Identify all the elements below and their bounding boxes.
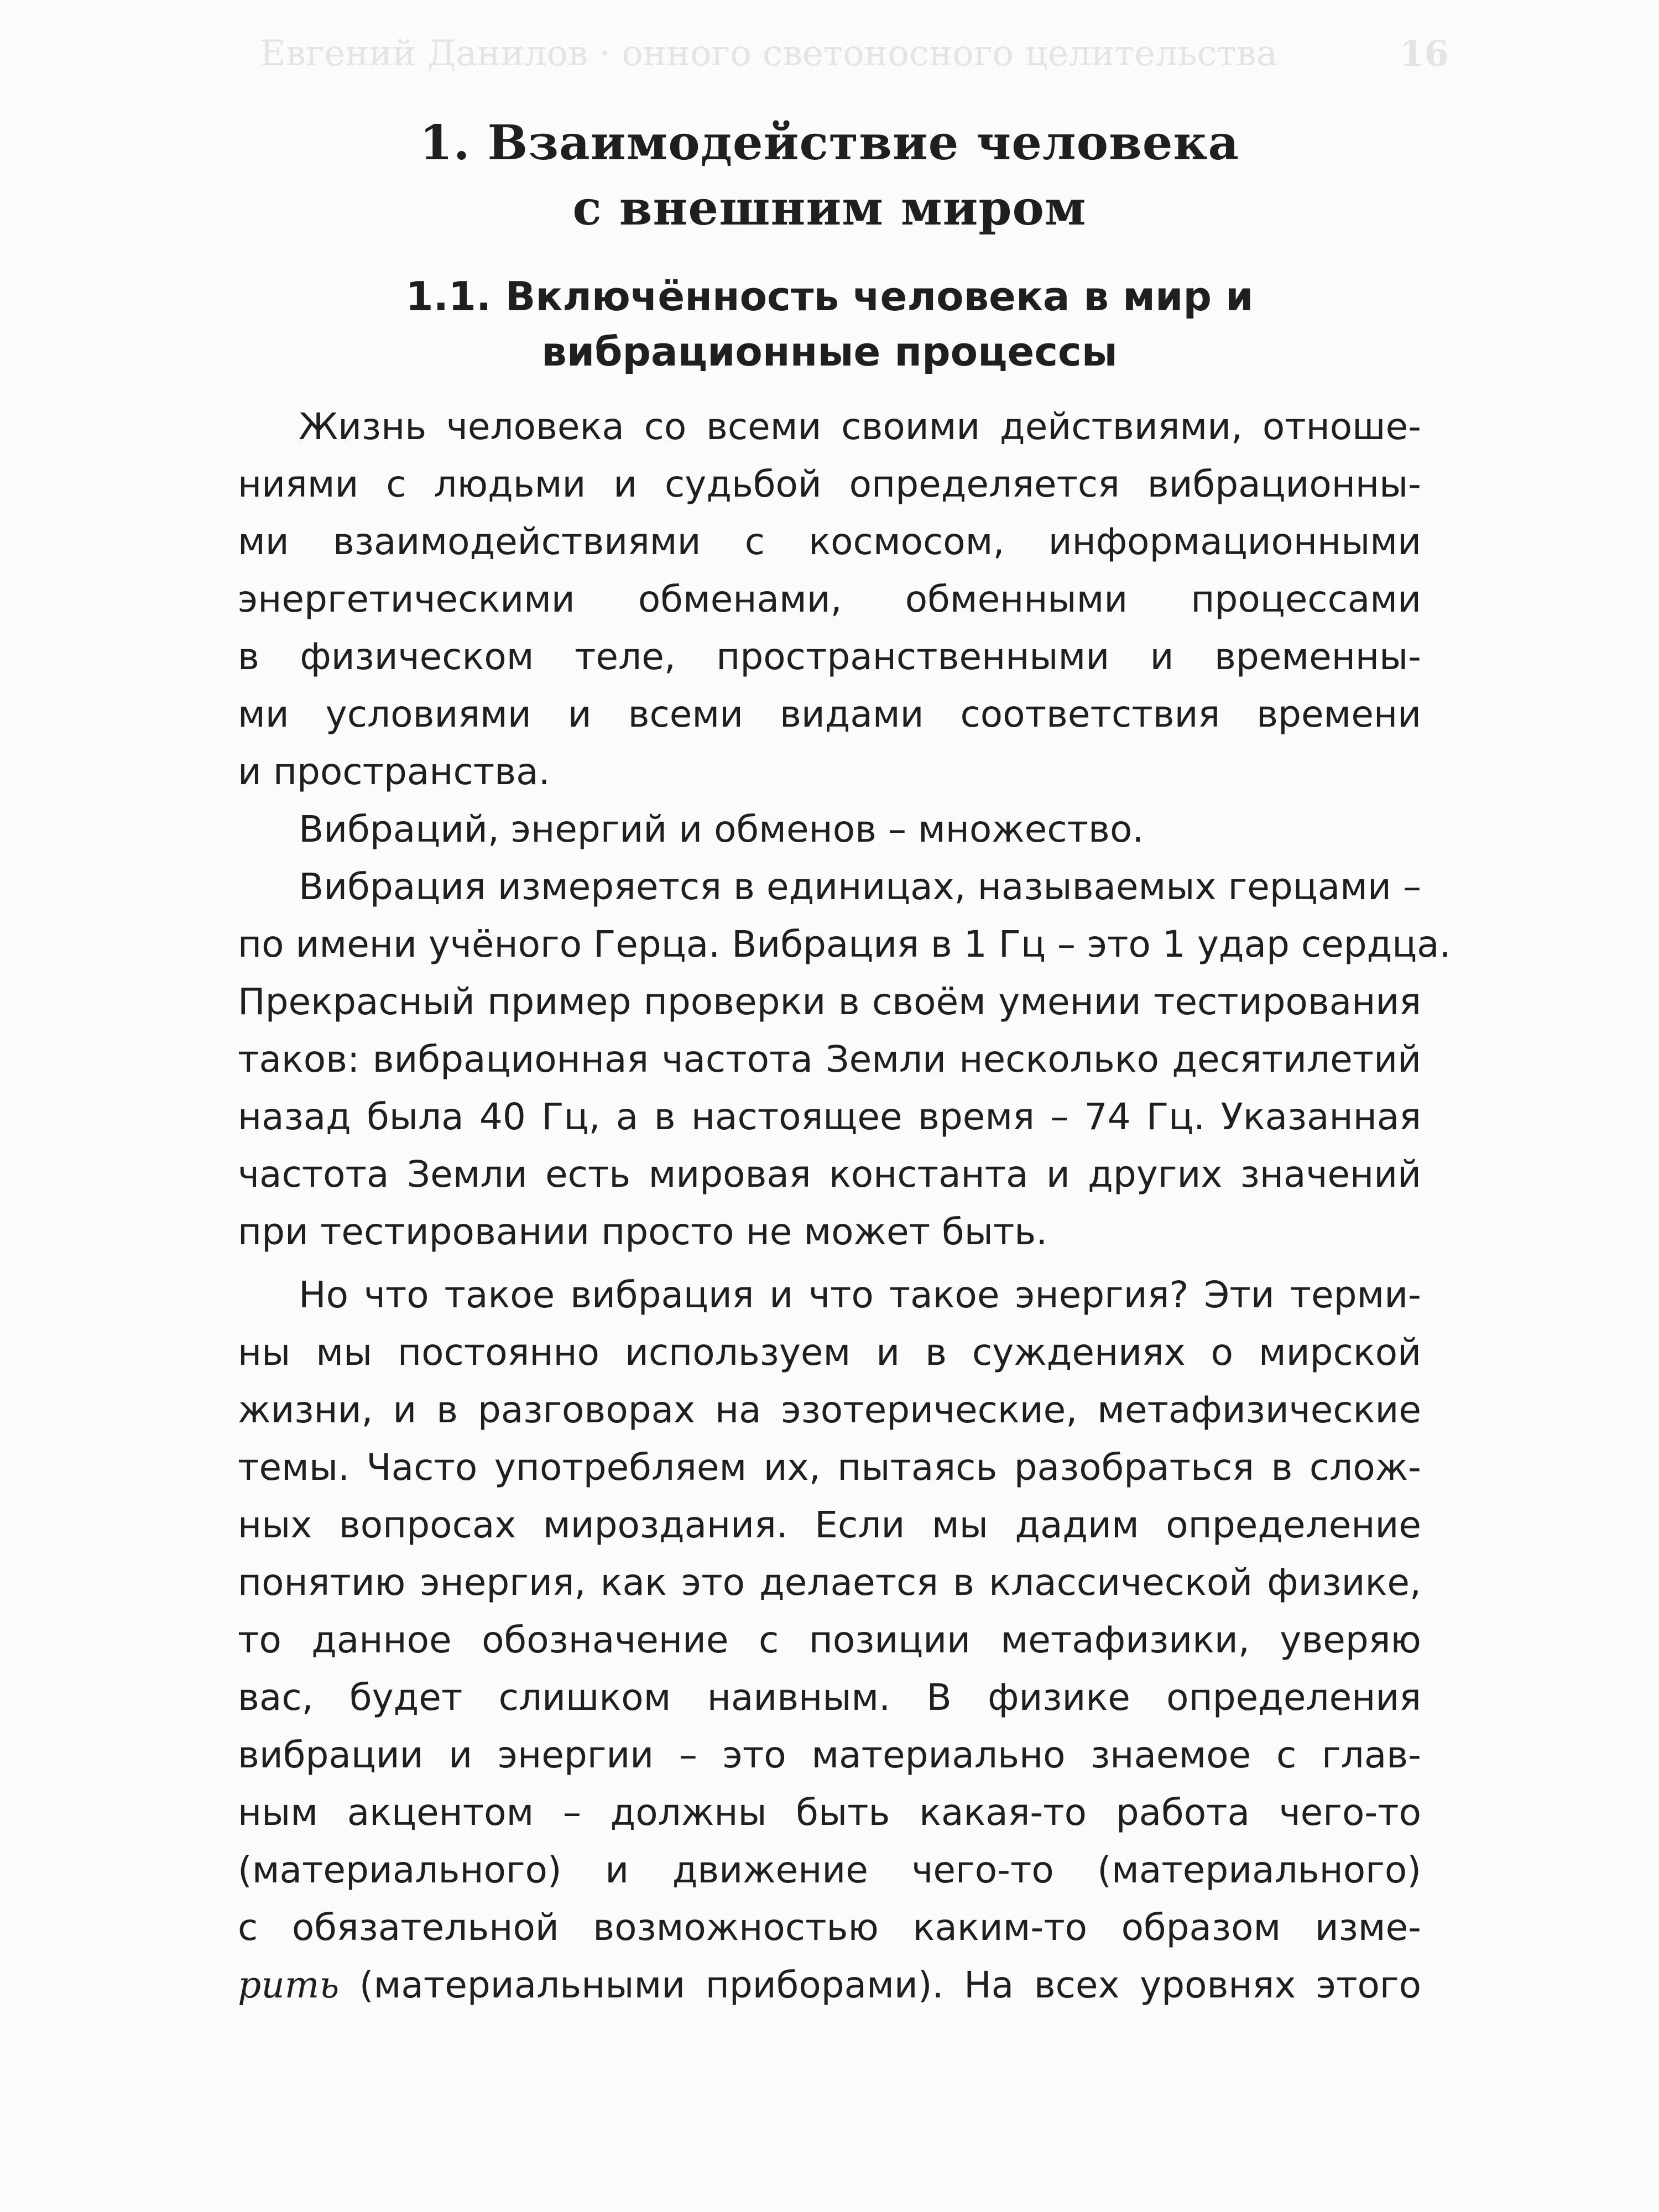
- chapter-title-line-2: с внешним миром: [572, 180, 1087, 236]
- running-header-text: Евгений Данилов · онного светоносного целительства: [260, 33, 1277, 74]
- paragraph-line: ниями с людьми и судьбой определяется вибрационны-: [238, 463, 1421, 505]
- page-number: 16: [1399, 33, 1449, 75]
- running-header-bleedthrough: [260, 33, 1449, 75]
- italic-word: рить: [238, 1964, 340, 2006]
- paragraph-line: в физическом теле, пространственными и временны-: [238, 635, 1421, 678]
- paragraph-line: жизни, и в разговорах на эзотерические, метафизические: [238, 1389, 1421, 1431]
- paragraph-gap: [238, 1261, 1421, 1266]
- chapter-title-line-1: 1. Взаимодействие человека: [419, 115, 1240, 171]
- paragraph-line: и пространства.: [238, 750, 550, 793]
- paragraph-3: [238, 858, 1451, 1261]
- paragraph-line: Прекрасный пример проверки в своём умении тестирования: [238, 980, 1421, 1023]
- paragraph-line: ми взаимодействиями с космосом, информационными: [238, 520, 1421, 563]
- paragraph-line: то данное обозначение с позиции метафизики, уверяю: [238, 1619, 1421, 1661]
- paragraph-line: ным акцентом – должны быть какая-то работа чего-то: [238, 1791, 1421, 1834]
- paragraph-last-line: [238, 1957, 1421, 2014]
- section-title: [238, 269, 1421, 379]
- paragraph-line: Вибраций, энергий и обменов – множество.: [299, 808, 1144, 851]
- paragraph-line: по имени учёного Герца. Вибрация в 1 Гц – это 1 удар сердца.: [238, 923, 1451, 966]
- paragraph-line: Но что такое вибрация и что такое энергия? Эти терми-: [299, 1274, 1421, 1316]
- paragraph-4: [238, 1266, 1421, 2014]
- paragraph-line: энергетическими обменами, обменными процессами: [238, 578, 1421, 620]
- paragraph-line: с обязательной возможностью каким-то образом изме-: [238, 1906, 1421, 1949]
- paragraph-line: (материального) и движение чего-то (материального): [238, 1849, 1421, 1891]
- paragraph-line: вас, будет слишком наивным. В физике определения: [238, 1676, 1421, 1719]
- paragraph-line: вибрации и энергии – это материально знаемое с глав-: [238, 1734, 1421, 1776]
- paragraph-2: [238, 801, 1421, 858]
- paragraph-line: ми условиями и всеми видами соответствия времени: [238, 693, 1421, 735]
- paragraph-1: [238, 398, 1421, 801]
- section-title-line-2: вибрационные процессы: [541, 328, 1118, 375]
- paragraph-line: ных вопросах мироздания. Если мы дадим определение: [238, 1504, 1421, 1546]
- paragraph-line: при тестировании просто не может быть.: [238, 1211, 1048, 1253]
- section-title-line-1: 1.1. Включённость человека в мир и: [405, 273, 1254, 320]
- paragraph-line: таков: вибрационная частота Земли несколько десятилетий: [238, 1038, 1421, 1081]
- paragraph-line: частота Земли есть мировая константа и других значений: [238, 1153, 1421, 1196]
- paragraph-line: Вибрация измеряется в единицах, называемых герцами –: [299, 865, 1421, 908]
- paragraph-line: понятию энергия, как это делается в классической физике,: [238, 1561, 1421, 1604]
- chapter-title: [238, 111, 1421, 241]
- paragraph-line: Жизнь человека со всеми своими действиями, отноше-: [299, 405, 1421, 448]
- paragraph-line: назад была 40 Гц, а в настоящее время – 74 Гц. Указанная: [238, 1095, 1421, 1138]
- paragraph-line: ны мы постоянно используем и в суждениях о мирской: [238, 1331, 1421, 1374]
- paragraph-line: темы. Часто употребляем их, пытаясь разобраться в слож-: [238, 1446, 1421, 1489]
- text-block: [238, 111, 1451, 2014]
- last-line-rest: (материальными приборами). На всех уровнях этого: [339, 1964, 1421, 2006]
